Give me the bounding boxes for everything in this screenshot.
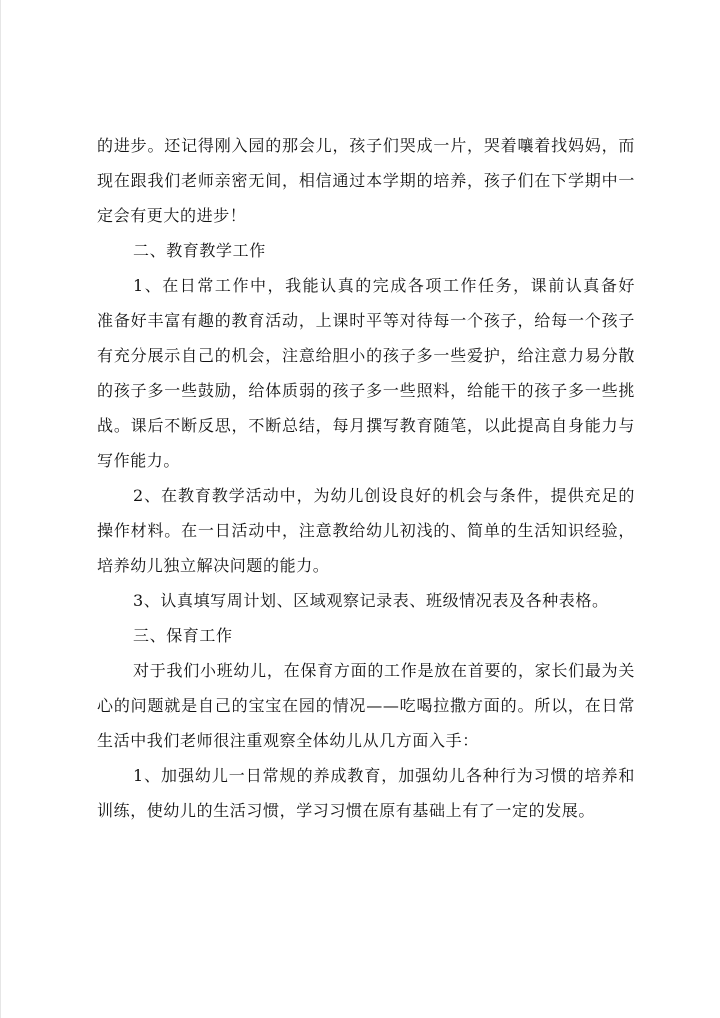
paragraph-care-item-1 [97, 758, 635, 828]
text-line: 1、加强幼儿一日常规的养成教育，加强幼儿各种行为习惯的培养和 [133, 766, 635, 785]
heading-line: 二、教育教学工作 [133, 241, 266, 260]
paragraph-care-intro [97, 653, 635, 758]
text-line: 定会有更大的进步！ [97, 206, 247, 225]
text-line: 写作能力。 [97, 451, 181, 470]
section-heading-teaching [97, 233, 635, 268]
text-line: 的孩子多一些鼓励，给体质弱的孩子多一些照料，给能干的孩子多一些挑 [97, 381, 635, 400]
text-line: 有充分展示自己的机会，注意给胆小的孩子多一些爱护，给注意力易分散 [97, 346, 635, 365]
text-line: 对于我们小班幼儿，在保育方面的工作是放在首要的，家长们最为关 [133, 661, 635, 680]
text-line: 1、在日常工作中，我能认真的完成各项工作任务，课前认真备好 [133, 276, 635, 295]
paragraph-teaching-item-1 [97, 268, 635, 478]
text-line: 训练，使幼儿的生活习惯，学习习惯在原有基础上有了一定的发展。 [97, 801, 596, 820]
text-line: 生活中我们老师很注重观察全体幼儿从几方面入手： [97, 731, 479, 750]
text-line: 的进步。还记得刚入园的那会儿，孩子们哭成一片，哭着嚷着找妈妈，而 [97, 136, 635, 155]
paragraph-continuation [97, 128, 635, 233]
text-line: 心的问题就是自己的宝宝在园的情况——吃喝拉撒方面的。所以，在日常 [97, 696, 635, 715]
heading-line: 三、保育工作 [133, 626, 233, 645]
text-line: 培养幼儿独立解决问题的能力。 [97, 556, 330, 575]
section-heading-care [97, 618, 635, 653]
paragraph-teaching-item-3 [97, 583, 635, 618]
text-line: 2、在教育教学活动中，为幼儿创设良好的机会与条件，提供充足的 [133, 486, 635, 505]
text-line: 战。课后不断反思，不断总结，每月撰写教育随笔，以此提高自身能力与 [97, 416, 635, 435]
paragraph-teaching-item-2 [97, 478, 635, 583]
document-body [97, 128, 635, 828]
text-line: 操作材料。在一日活动中，注意教给幼儿初浅的、简单的生活知识经验， [97, 521, 635, 540]
text-line: 现在跟我们老师亲密无间，相信通过本学期的培养，孩子们在下学期中一 [97, 171, 635, 190]
text-line: 3、认真填写周计划、区域观察记录表、班级情况表及各种表格。 [133, 591, 609, 610]
text-line: 准备好丰富有趣的教育活动，上课时平等对待每一个孩子，给每一个孩子 [97, 311, 635, 330]
